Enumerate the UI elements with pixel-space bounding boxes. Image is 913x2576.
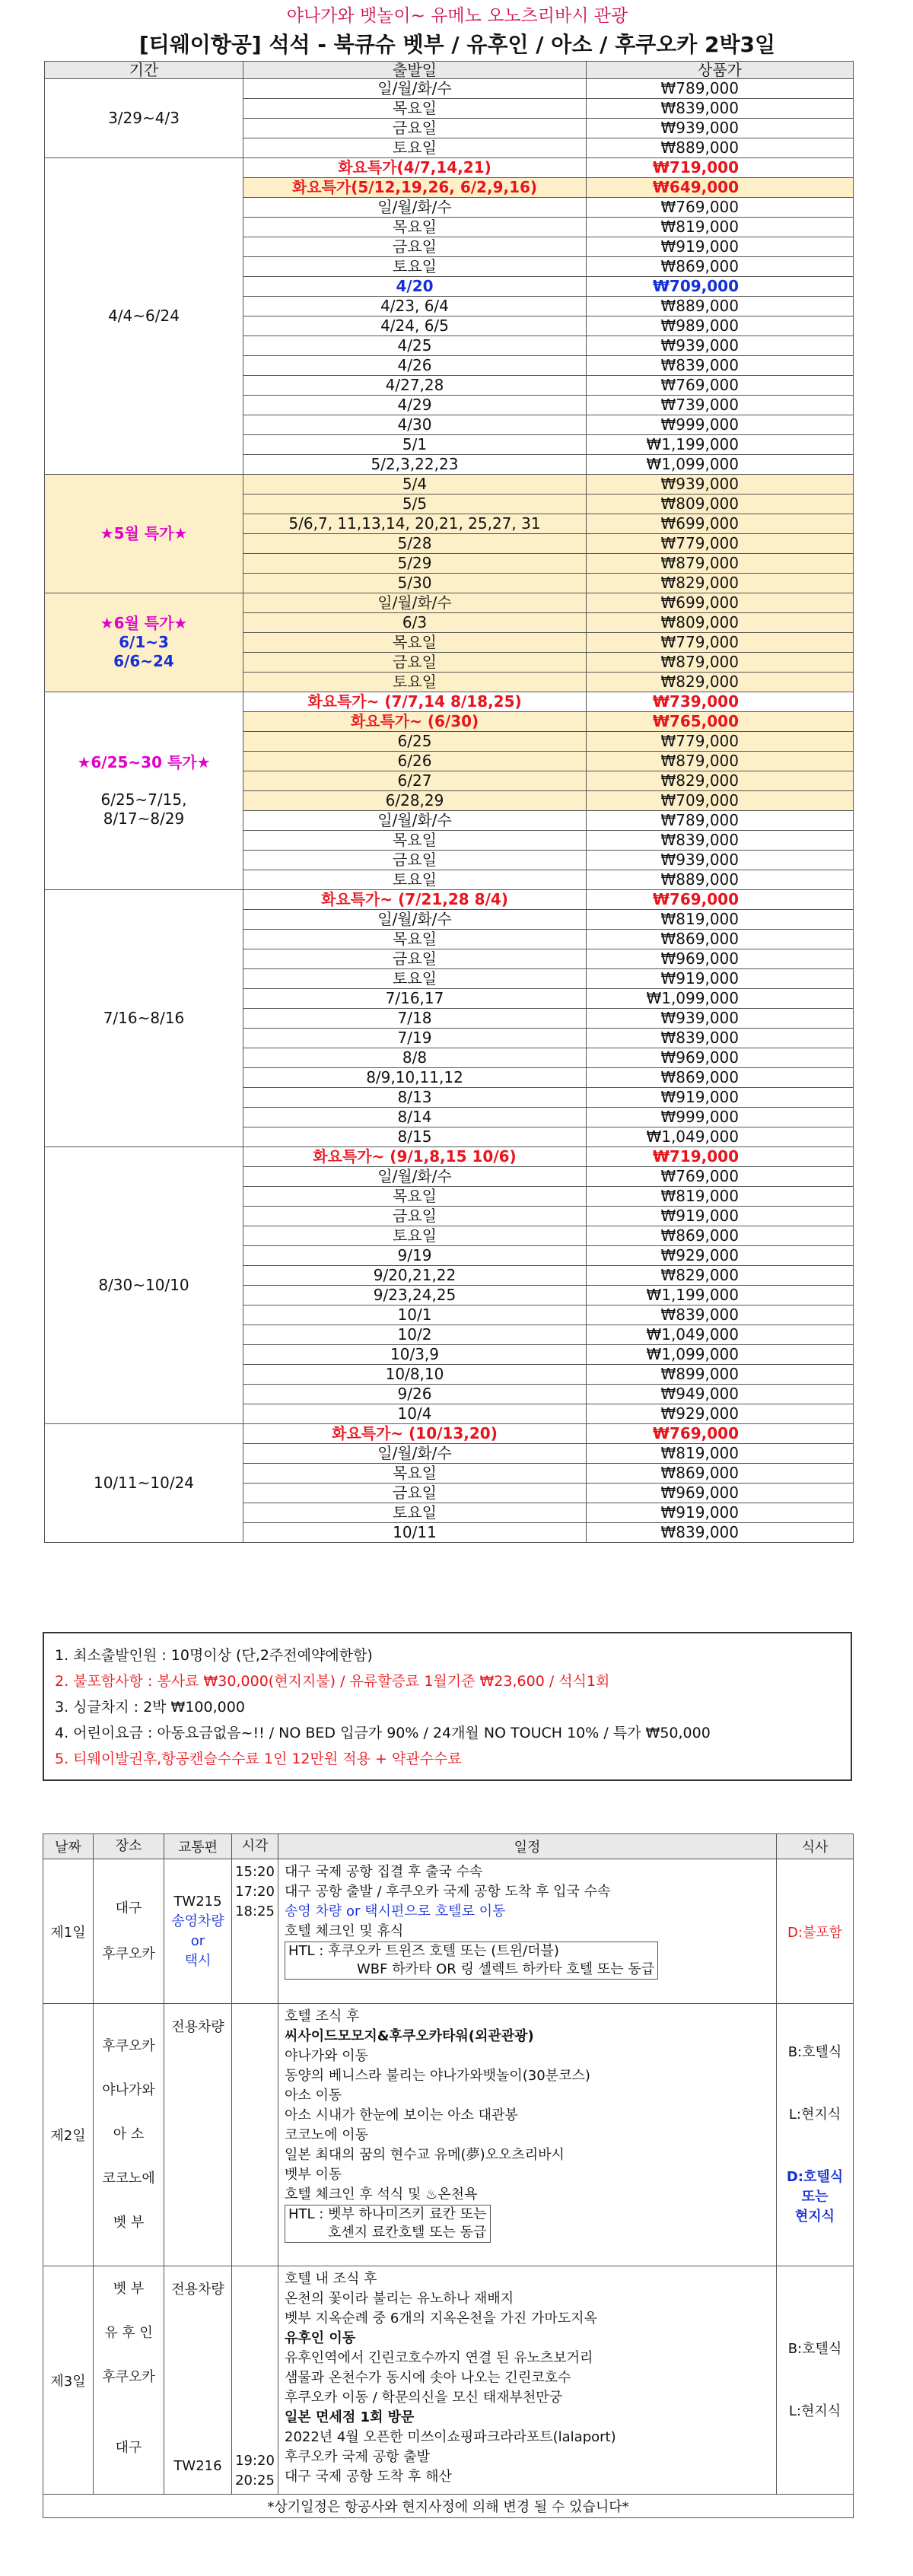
date-cell: 8/8 bbox=[243, 1048, 587, 1068]
time: 18:25 bbox=[235, 1903, 275, 1919]
period-cell bbox=[45, 593, 243, 692]
place: 야나가와 bbox=[102, 2082, 155, 2098]
plan-line: HTL : 후쿠오카 트윈즈 호텔 또는 (트윈/더블) bbox=[288, 1943, 559, 1959]
transport-item: 송영차량 bbox=[171, 1913, 224, 1929]
price-cell: ₩939,000 bbox=[587, 475, 854, 495]
date-cell: 화요특가~ (7/21,28 8/4) bbox=[243, 890, 587, 910]
price-cell: ₩839,000 bbox=[587, 1523, 854, 1543]
date-cell: 9/26 bbox=[243, 1385, 587, 1404]
schedule-header bbox=[43, 1834, 854, 1859]
plan-line: 온천의 꽃이라 불리는 유노하나 재배지 bbox=[285, 2291, 514, 2307]
price-cell: ₩839,000 bbox=[587, 356, 854, 376]
price-cell: ₩1,049,000 bbox=[587, 1325, 854, 1345]
date-cell: 화요특가~ (9/1,8,15 10/6) bbox=[243, 1147, 587, 1167]
date-cell: 토요일 bbox=[243, 257, 587, 277]
period-label: ★5월 특가★ bbox=[100, 524, 188, 542]
date-cell: 4/29 bbox=[243, 396, 587, 415]
price-row bbox=[45, 158, 854, 178]
time: 17:20 bbox=[235, 1884, 275, 1900]
price-table bbox=[44, 61, 854, 1543]
date-cell: 7/16,17 bbox=[243, 989, 587, 1009]
price-cell: ₩779,000 bbox=[587, 534, 854, 554]
price-cell: ₩819,000 bbox=[587, 1444, 854, 1464]
price-cell: ₩1,099,000 bbox=[587, 989, 854, 1009]
day1-places bbox=[94, 1859, 164, 2004]
plan-line: 일본 최대의 꿈의 현수교 유메(夢)오오츠리바시 bbox=[285, 2147, 565, 2163]
time: 15:20 bbox=[235, 1864, 275, 1880]
date-cell: 4/25 bbox=[243, 336, 587, 356]
date-cell: 금요일 bbox=[243, 1207, 587, 1226]
plan-line: 야나가와 이동 bbox=[285, 2048, 369, 2064]
date-cell: 화요특가~ (7/7,14 8/18,25) bbox=[243, 692, 587, 712]
price-cell: ₩739,000 bbox=[587, 396, 854, 415]
date-cell: 8/9,10,11,12 bbox=[243, 1068, 587, 1088]
date-cell: 9/23,24,25 bbox=[243, 1286, 587, 1305]
price-cell: ₩1,199,000 bbox=[587, 435, 854, 455]
plan-line: 유후인 이동 bbox=[285, 2330, 356, 2346]
price-row bbox=[45, 593, 854, 613]
price-cell: ₩839,000 bbox=[587, 1305, 854, 1325]
plan-line: 호텔 체크인 후 석식 및 ♨온천욕 bbox=[285, 2186, 478, 2202]
date-cell: 목요일 bbox=[243, 218, 587, 237]
price-row bbox=[45, 692, 854, 712]
price-cell: ₩719,000 bbox=[587, 1147, 854, 1167]
place: 유 후 인 bbox=[104, 2325, 153, 2341]
date-cell: 목요일 bbox=[243, 633, 587, 653]
day1-times bbox=[232, 1859, 278, 2004]
price-cell: ₩989,000 bbox=[587, 316, 854, 336]
price-cell: ₩889,000 bbox=[587, 138, 854, 158]
col-day: 날짜 bbox=[43, 1834, 94, 1859]
price-cell: ₩829,000 bbox=[587, 673, 854, 692]
plan-line: 코코노에 이동 bbox=[285, 2127, 369, 2143]
price-cell: ₩839,000 bbox=[587, 99, 854, 119]
price-cell: ₩819,000 bbox=[587, 1187, 854, 1207]
price-cell: ₩869,000 bbox=[587, 1226, 854, 1246]
price-table-header bbox=[45, 62, 854, 79]
place: 벳 부 bbox=[113, 2215, 145, 2231]
price-cell: ₩889,000 bbox=[587, 297, 854, 316]
price-cell: ₩1,099,000 bbox=[587, 455, 854, 475]
schedule-table bbox=[43, 1833, 854, 2518]
price-cell: ₩719,000 bbox=[587, 158, 854, 178]
plan-line: 동양의 베니스라 불리는 야나가와뱃놀이(30분코스) bbox=[285, 2068, 590, 2084]
date-cell: 4/23, 6/4 bbox=[243, 297, 587, 316]
date-cell: 화요특가~ (6/30) bbox=[243, 712, 587, 732]
price-cell: ₩919,000 bbox=[587, 1503, 854, 1523]
date-cell: 목요일 bbox=[243, 99, 587, 119]
price-cell: ₩709,000 bbox=[587, 791, 854, 811]
price-row bbox=[45, 475, 854, 495]
place: 대구 bbox=[115, 2440, 142, 2456]
date-cell: 9/19 bbox=[243, 1246, 587, 1266]
date-cell: 화요특가(5/12,19,26, 6/2,9,16) bbox=[243, 178, 587, 198]
price-row bbox=[45, 890, 854, 910]
day3-plan bbox=[278, 2266, 777, 2495]
price-cell: ₩819,000 bbox=[587, 910, 854, 930]
note-item: 3. 싱글차지 : 2박 ₩100,000 bbox=[55, 1699, 245, 1716]
period-label: 4/4~6/24 bbox=[108, 307, 180, 325]
price-cell: ₩939,000 bbox=[587, 851, 854, 870]
plan-line: 샘물과 온천수가 동시에 솟아 나오는 긴린코호수 bbox=[285, 2370, 571, 2386]
date-cell: 4/24, 6/5 bbox=[243, 316, 587, 336]
date-cell: 5/1 bbox=[243, 435, 587, 455]
price-cell: ₩709,000 bbox=[587, 277, 854, 297]
date-cell: 토요일 bbox=[243, 969, 587, 989]
date-cell: 5/6,7, 11,13,14, 20,21, 25,27, 31 bbox=[243, 514, 587, 534]
meal: 또는 bbox=[801, 2189, 829, 2205]
date-cell: 10/1 bbox=[243, 1305, 587, 1325]
price-cell: ₩879,000 bbox=[587, 752, 854, 771]
price-cell: ₩779,000 bbox=[587, 732, 854, 752]
price-cell: ₩809,000 bbox=[587, 495, 854, 514]
schedule-footer-row bbox=[43, 2495, 854, 2518]
price-table-body bbox=[45, 79, 854, 1543]
date-cell: 5/30 bbox=[243, 574, 587, 593]
date-cell: 목요일 bbox=[243, 930, 587, 949]
date-cell: 토요일 bbox=[243, 1503, 587, 1523]
note-item: 4. 어린이요금 : 아동요금없음~!! / NO BED 입금가 90% / 24개월 NO TOUCH 10% / 특가 ₩50,000 bbox=[55, 1725, 711, 1741]
time: 20:25 bbox=[235, 2473, 275, 2489]
plan-line: 후쿠오카 국제 공항 출발 bbox=[285, 2449, 431, 2465]
date-cell: 목요일 bbox=[243, 1187, 587, 1207]
col-meal: 식사 bbox=[777, 1834, 854, 1859]
day1-transport bbox=[164, 1859, 232, 2004]
period-cell bbox=[45, 890, 243, 1147]
place: 아 소 bbox=[113, 2126, 145, 2142]
period-label: 7/16~8/16 bbox=[103, 1009, 185, 1027]
page bbox=[43, 0, 872, 1543]
period-range: 6/25~7/15, bbox=[100, 790, 187, 809]
day3-meals bbox=[777, 2266, 854, 2495]
price-cell: ₩869,000 bbox=[587, 1068, 854, 1088]
date-cell: 10/8,10 bbox=[243, 1365, 587, 1385]
transport-item: or bbox=[190, 1932, 205, 1949]
date-cell: 10/11 bbox=[243, 1523, 587, 1543]
price-cell: ₩839,000 bbox=[587, 1029, 854, 1048]
date-cell: 일/월/화/수 bbox=[243, 1167, 587, 1187]
price-cell: ₩869,000 bbox=[587, 930, 854, 949]
plan-line: 호텔 내 조식 후 bbox=[285, 2271, 377, 2287]
date-cell: 5/29 bbox=[243, 554, 587, 574]
price-cell: ₩789,000 bbox=[587, 79, 854, 99]
period-cell bbox=[45, 475, 243, 593]
date-cell: 일/월/화/수 bbox=[243, 79, 587, 99]
price-row bbox=[45, 1424, 854, 1444]
plan-line: 송영 차량 or 택시편으로 호텔로 이동 bbox=[285, 1903, 506, 1919]
note-item: 1. 최소출발인원 : 10명이상 (단,2주전예약에한함) bbox=[55, 1647, 373, 1664]
day2-times bbox=[232, 2004, 278, 2266]
price-cell: ₩999,000 bbox=[587, 1108, 854, 1127]
date-cell: 일/월/화/수 bbox=[243, 811, 587, 831]
date-cell: 화요특가~ (10/13,20) bbox=[243, 1424, 587, 1444]
price-cell: ₩889,000 bbox=[587, 870, 854, 890]
date-cell: 10/4 bbox=[243, 1404, 587, 1424]
price-cell: ₩1,099,000 bbox=[587, 1345, 854, 1365]
price-cell: ₩899,000 bbox=[587, 1365, 854, 1385]
date-cell: 6/3 bbox=[243, 613, 587, 633]
period-range: 6/6~24 bbox=[113, 652, 174, 670]
price-cell: ₩869,000 bbox=[587, 1464, 854, 1484]
date-cell: 10/2 bbox=[243, 1325, 587, 1345]
meal: B:호텔식 bbox=[787, 2340, 842, 2357]
page-subtitle: 야나가와 뱃놀이~ 유메노 오노츠리바시 관광 bbox=[286, 6, 628, 26]
notes-box bbox=[43, 1632, 852, 1781]
period-range: 8/17~8/29 bbox=[103, 809, 185, 828]
price-cell: ₩999,000 bbox=[587, 415, 854, 435]
plan-line: 아소 시내가 한눈에 보이는 아소 대관봉 bbox=[285, 2107, 518, 2123]
plan-line: 후쿠오카 이동 / 학문의신을 모신 태재부천만궁 bbox=[285, 2390, 563, 2406]
date-cell: 토요일 bbox=[243, 673, 587, 692]
col-plan: 일정 bbox=[278, 1834, 777, 1859]
date-cell: 5/2,3,22,23 bbox=[243, 455, 587, 475]
date-cell: 금요일 bbox=[243, 237, 587, 257]
price-cell: ₩969,000 bbox=[587, 1484, 854, 1503]
plan-line: 벳부 이동 bbox=[285, 2167, 342, 2183]
date-cell: 5/28 bbox=[243, 534, 587, 554]
date-cell: 토요일 bbox=[243, 138, 587, 158]
date-cell: 4/27,28 bbox=[243, 376, 587, 396]
price-cell: ₩829,000 bbox=[587, 1266, 854, 1286]
price-cell: ₩939,000 bbox=[587, 119, 854, 138]
price-cell: ₩919,000 bbox=[587, 237, 854, 257]
place: 벳 부 bbox=[113, 2281, 145, 2297]
day2-places bbox=[94, 2004, 164, 2266]
price-cell: ₩939,000 bbox=[587, 336, 854, 356]
date-cell: 6/28,29 bbox=[243, 791, 587, 811]
plan-line: 호센지 료칸호텔 또는 동급 bbox=[328, 2225, 487, 2240]
date-cell: 7/19 bbox=[243, 1029, 587, 1048]
day-label: 제2일 bbox=[43, 2004, 94, 2266]
price-cell: ₩769,000 bbox=[587, 1167, 854, 1187]
plan-line: WBF 하카타 OR 링 셀렉트 하카타 호텔 또는 동급 bbox=[357, 1961, 655, 1977]
price-cell: ₩699,000 bbox=[587, 514, 854, 534]
col-period: 기간 bbox=[45, 62, 243, 79]
date-cell: 8/14 bbox=[243, 1108, 587, 1127]
price-cell: ₩829,000 bbox=[587, 771, 854, 791]
price-cell: ₩649,000 bbox=[587, 178, 854, 198]
date-cell: 목요일 bbox=[243, 831, 587, 851]
meal: L:현지식 bbox=[788, 2107, 841, 2123]
note-item: 2. 불포함사항 : 봉사료 ₩30,000(현지지불) / 유류할증료 1월기준 ₩23,600 / 석식1회 bbox=[55, 1673, 610, 1690]
col-price: 상품가 bbox=[587, 62, 854, 79]
date-cell: 4/20 bbox=[243, 277, 587, 297]
price-cell: ₩765,000 bbox=[587, 712, 854, 732]
meal: 현지식 bbox=[794, 2209, 835, 2225]
price-cell: ₩949,000 bbox=[587, 1385, 854, 1404]
price-cell: ₩829,000 bbox=[587, 574, 854, 593]
price-cell: ₩809,000 bbox=[587, 613, 854, 633]
col-place: 장소 bbox=[94, 1834, 164, 1859]
date-cell: 일/월/화/수 bbox=[243, 1444, 587, 1464]
price-cell: ₩969,000 bbox=[587, 949, 854, 969]
price-cell: ₩769,000 bbox=[587, 198, 854, 218]
period-cell bbox=[45, 692, 243, 890]
plan-line: 대구 국제 공항 집결 후 출국 수속 bbox=[285, 1864, 483, 1880]
date-cell: 금요일 bbox=[243, 949, 587, 969]
day3-places bbox=[94, 2266, 164, 2495]
date-cell: 일/월/화/수 bbox=[243, 593, 587, 613]
day2-meals bbox=[777, 2004, 854, 2266]
period-cell bbox=[45, 158, 243, 475]
price-cell: ₩929,000 bbox=[587, 1246, 854, 1266]
plan-line: 호텔 조식 후 bbox=[285, 2008, 360, 2024]
date-cell: 5/4 bbox=[243, 475, 587, 495]
page-title: [티웨이항공] 석석 - 북큐슈 벳부 / 유후인 / 아소 / 후쿠오카 2박3일 bbox=[138, 32, 776, 57]
period-label: 10/11~10/24 bbox=[93, 1474, 195, 1492]
date-cell: 화요특가(4/7,14,21) bbox=[243, 158, 587, 178]
price-cell: ₩969,000 bbox=[587, 1048, 854, 1068]
plan-line: 대구 공항 출발 / 후쿠오카 국제 공항 도착 후 입국 수속 bbox=[285, 1884, 611, 1900]
flight-number: TW216 bbox=[173, 2458, 222, 2474]
plan-line: 호텔 체크인 및 휴식 bbox=[285, 1923, 404, 1939]
transport-item: 전용차량 bbox=[171, 2282, 224, 2298]
price-cell: ₩879,000 bbox=[587, 653, 854, 673]
price-cell: ₩869,000 bbox=[587, 257, 854, 277]
date-cell: 일/월/화/수 bbox=[243, 198, 587, 218]
price-cell: ₩919,000 bbox=[587, 1088, 854, 1108]
day-label: 제1일 bbox=[43, 1859, 94, 2004]
period-label: ★6/25~30 특가★ bbox=[77, 753, 211, 771]
price-cell: ₩769,000 bbox=[587, 376, 854, 396]
price-cell: ₩929,000 bbox=[587, 1404, 854, 1424]
period-label: ★6월 특가★ bbox=[100, 614, 188, 632]
date-cell: 일/월/화/수 bbox=[243, 910, 587, 930]
date-cell: 8/15 bbox=[243, 1127, 587, 1147]
time: 19:20 bbox=[235, 2453, 275, 2469]
place: 대구 bbox=[115, 1900, 142, 1916]
price-row bbox=[45, 1147, 854, 1167]
date-cell: 4/30 bbox=[243, 415, 587, 435]
plan-line: 씨사이드모모지&후쿠오카타워(외관관광) bbox=[285, 2028, 534, 2044]
date-cell: 7/18 bbox=[243, 1009, 587, 1029]
price-cell: ₩769,000 bbox=[587, 890, 854, 910]
price-cell: ₩879,000 bbox=[587, 554, 854, 574]
price-cell: ₩699,000 bbox=[587, 593, 854, 613]
col-time: 시각 bbox=[232, 1834, 278, 1859]
date-cell: 금요일 bbox=[243, 119, 587, 138]
period-cell bbox=[45, 79, 243, 158]
day2-plan bbox=[278, 2004, 777, 2266]
place: 후쿠오카 bbox=[102, 1945, 155, 1962]
price-cell: ₩919,000 bbox=[587, 1207, 854, 1226]
flight-number: TW215 bbox=[173, 1893, 222, 1910]
plan-line: 일본 면세점 1회 방문 bbox=[285, 2409, 415, 2425]
period-label: 8/30~10/10 bbox=[98, 1276, 189, 1294]
hotel-box bbox=[285, 1942, 658, 1980]
plan-line: 아소 이동 bbox=[285, 2088, 342, 2104]
date-cell: 금요일 bbox=[243, 1484, 587, 1503]
price-cell: ₩1,049,000 bbox=[587, 1127, 854, 1147]
meal: D:호텔식 bbox=[786, 2169, 844, 2185]
price-cell: ₩1,199,000 bbox=[587, 1286, 854, 1305]
schedule-day2 bbox=[43, 2004, 854, 2266]
schedule-day1 bbox=[43, 1859, 854, 2004]
day3-times bbox=[232, 2266, 278, 2495]
date-cell: 4/26 bbox=[243, 356, 587, 376]
date-cell: 8/13 bbox=[243, 1088, 587, 1108]
day1-meal: D:불포함 bbox=[777, 1859, 854, 2004]
plan-line: HTL : 벳부 하나미즈키 료칸 또는 bbox=[288, 2206, 487, 2222]
plan-line: 벳부 지옥순례 중 6개의 지옥온천을 가진 가마도지옥 bbox=[285, 2310, 597, 2326]
transport-item: 택시 bbox=[184, 1952, 212, 1969]
day2-transport: 전용차량 bbox=[164, 2004, 232, 2266]
plan-line: 유후인역에서 긴린코호수까지 연결 된 유노츠보거리 bbox=[285, 2350, 593, 2366]
day-label: 제3일 bbox=[43, 2266, 94, 2495]
date-cell: 토요일 bbox=[243, 870, 587, 890]
date-cell: 목요일 bbox=[243, 1464, 587, 1484]
hotel-box bbox=[285, 2205, 491, 2243]
period-label: 3/29~4/3 bbox=[108, 109, 180, 127]
date-cell: 10/3,9 bbox=[243, 1345, 587, 1365]
date-cell: 6/27 bbox=[243, 771, 587, 791]
price-cell: ₩939,000 bbox=[587, 1009, 854, 1029]
meal: B:호텔식 bbox=[787, 2044, 842, 2060]
schedule-day3 bbox=[43, 2266, 854, 2495]
date-cell: 금요일 bbox=[243, 653, 587, 673]
price-cell: ₩739,000 bbox=[587, 692, 854, 712]
date-cell: 6/26 bbox=[243, 752, 587, 771]
date-cell: 6/25 bbox=[243, 732, 587, 752]
price-cell: ₩819,000 bbox=[587, 218, 854, 237]
day1-plan bbox=[278, 1859, 777, 2004]
price-cell: ₩789,000 bbox=[587, 811, 854, 831]
price-cell: ₩779,000 bbox=[587, 633, 854, 653]
price-cell: ₩769,000 bbox=[587, 1424, 854, 1444]
meal: L:현지식 bbox=[788, 2403, 841, 2419]
note-item: 5. 티웨이발권후,항공캔슬수수료 1인 12만원 적용 + 약관수수료 bbox=[55, 1751, 462, 1767]
period-cell bbox=[45, 1147, 243, 1424]
place: 후쿠오카 bbox=[102, 2369, 155, 2385]
price-row bbox=[45, 79, 854, 99]
date-cell: 금요일 bbox=[243, 851, 587, 870]
col-date: 출발일 bbox=[243, 62, 587, 79]
date-cell: 5/5 bbox=[243, 495, 587, 514]
plan-line: 2022년 4월 오픈한 미쓰이쇼핑파크라라포트(lalaport) bbox=[285, 2429, 616, 2445]
plan-line: 대구 국제 공항 도착 후 해산 bbox=[285, 2469, 452, 2485]
place: 코코노에 bbox=[102, 2171, 155, 2186]
date-cell: 토요일 bbox=[243, 1226, 587, 1246]
date-cell: 9/20,21,22 bbox=[243, 1266, 587, 1286]
schedule-footer: *상기일정은 항공사와 현지사정에 의해 변경 될 수 있습니다* bbox=[43, 2495, 854, 2518]
col-transport: 교통편 bbox=[164, 1834, 232, 1859]
day3-transport bbox=[164, 2266, 232, 2495]
period-cell bbox=[45, 1424, 243, 1543]
place: 후쿠오카 bbox=[102, 2038, 155, 2054]
price-cell: ₩839,000 bbox=[587, 831, 854, 851]
price-cell: ₩919,000 bbox=[587, 969, 854, 989]
period-range: 6/1~3 bbox=[119, 633, 169, 651]
